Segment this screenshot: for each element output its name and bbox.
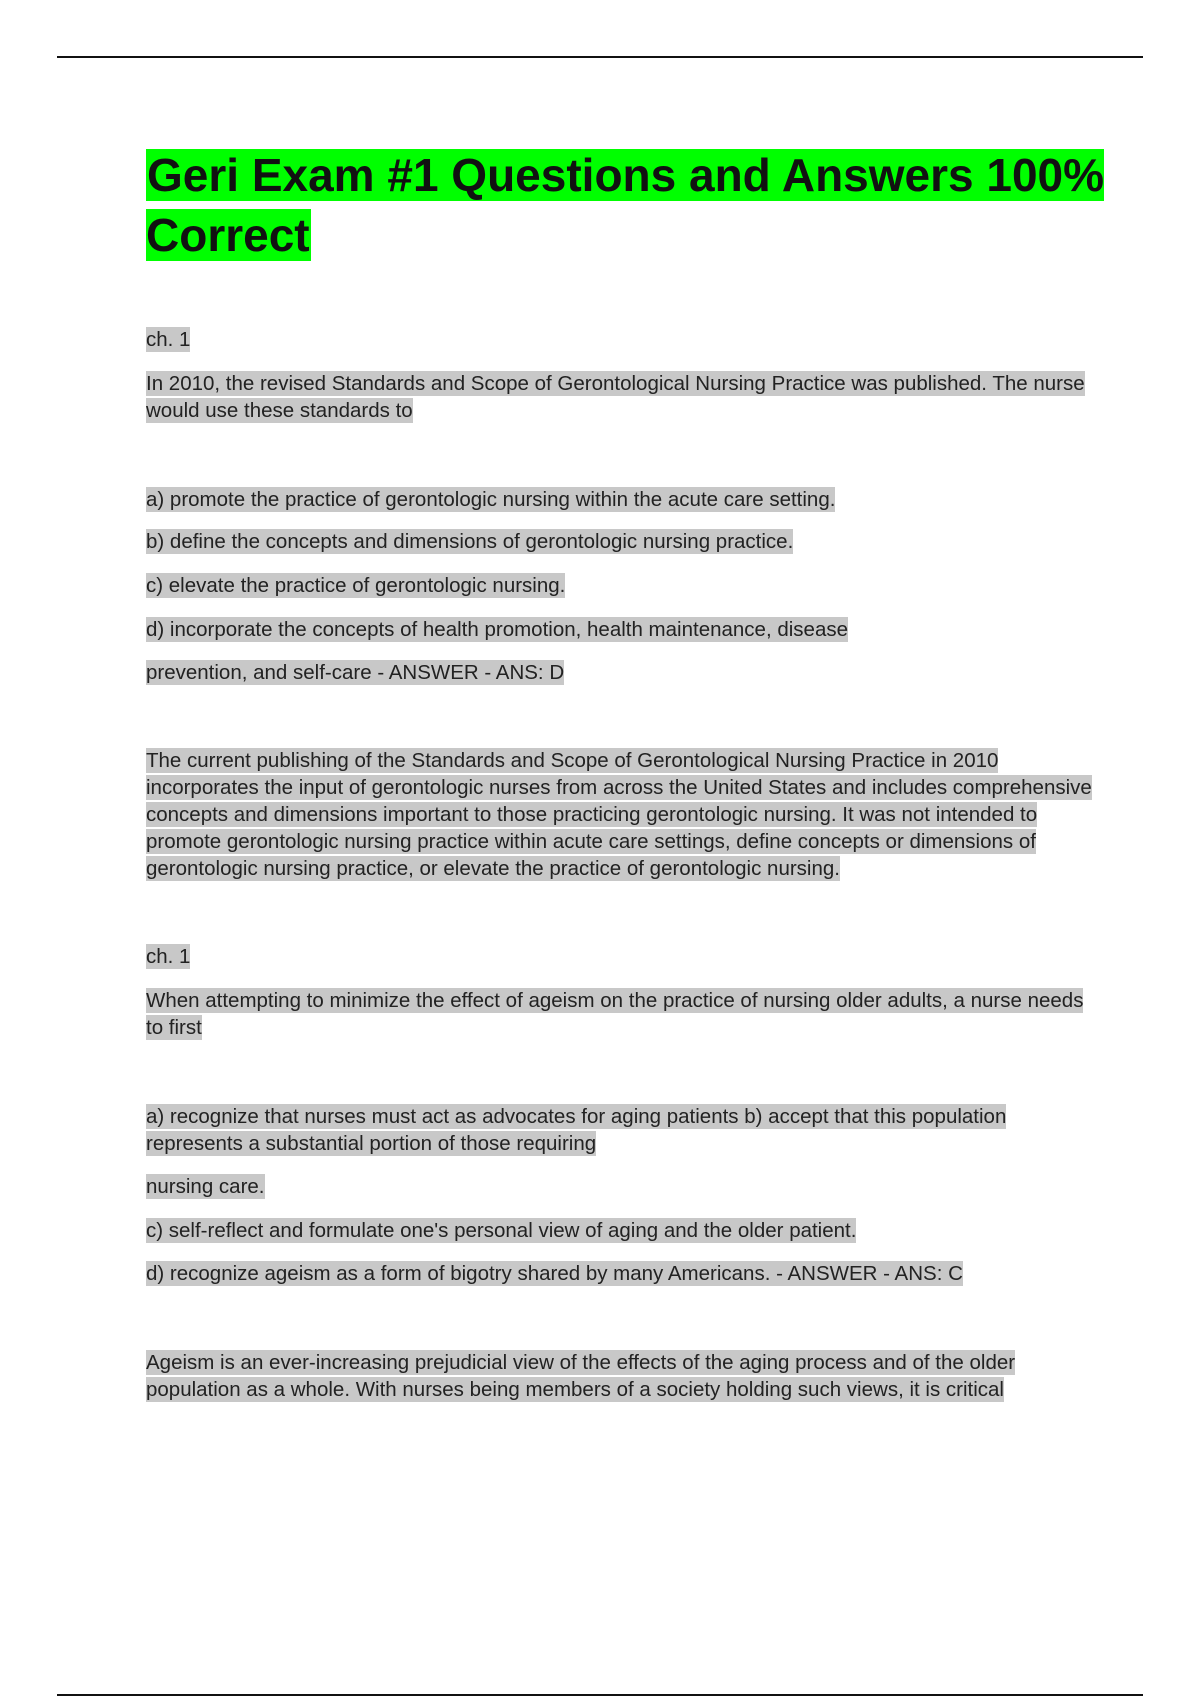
- document-title: Geri Exam #1 Questions and Answers 100% Correct: [146, 149, 1105, 261]
- question-stem: In 2010, the revised Standards and Scope of Gerontological Nursing Practice was published. The nurse would use these standards to: [146, 372, 1085, 422]
- answer-option: nursing care.: [146, 1175, 265, 1198]
- rationale: Ageism is an ever-increasing prejudicial view of the effects of the aging process and of the older population as a whole. With nurses being members of a society holding such views, it is critical: [146, 1351, 1016, 1401]
- answer-option: c) self-reflect and formulate one's personal view of aging and the older patient.: [146, 1219, 857, 1242]
- bottom-rule: [57, 1694, 1143, 1696]
- rationale: The current publishing of the Standards and Scope of Gerontological Nursing Practice in 2010 incorporates the input of gerontologic nurses from across the United States and includes comprehensive concepts and dimensions important to those practicing gerontologic nursing. It was not intended to promote gerontologic nursing practice within acute care settings, define concepts or dimensions of gerontologic nursing practice, or elevate the practice of gerontologic nursing.: [146, 749, 1092, 880]
- chapter-label: ch. 1: [146, 945, 191, 968]
- answer-option: a) promote the practice of gerontologic nursing within the acute care setting.: [146, 488, 836, 511]
- answer-option: a) recognize that nurses must act as advocates for aging patients b) accept that this population represents a substantial portion of those requiring: [146, 1105, 1007, 1155]
- answer-option: d) incorporate the concepts of health promotion, health maintenance, disease: [146, 618, 848, 641]
- top-rule: [57, 56, 1143, 58]
- answer-key: d) recognize ageism as a form of bigotry shared by many Americans. - ANSWER - ANS: C: [146, 1262, 963, 1285]
- answer-option: b) define the concepts and dimensions of gerontologic nursing practice.: [146, 530, 794, 553]
- document-body: [146, 145, 1106, 1403]
- answer-key: prevention, and self-care - ANSWER - ANS: D: [146, 661, 565, 684]
- chapter-label: ch. 1: [146, 328, 191, 351]
- answer-option: c) elevate the practice of gerontologic nursing.: [146, 574, 566, 597]
- question-stem: When attempting to minimize the effect of ageism on the practice of nursing older adults, a nurse needs to first: [146, 989, 1084, 1039]
